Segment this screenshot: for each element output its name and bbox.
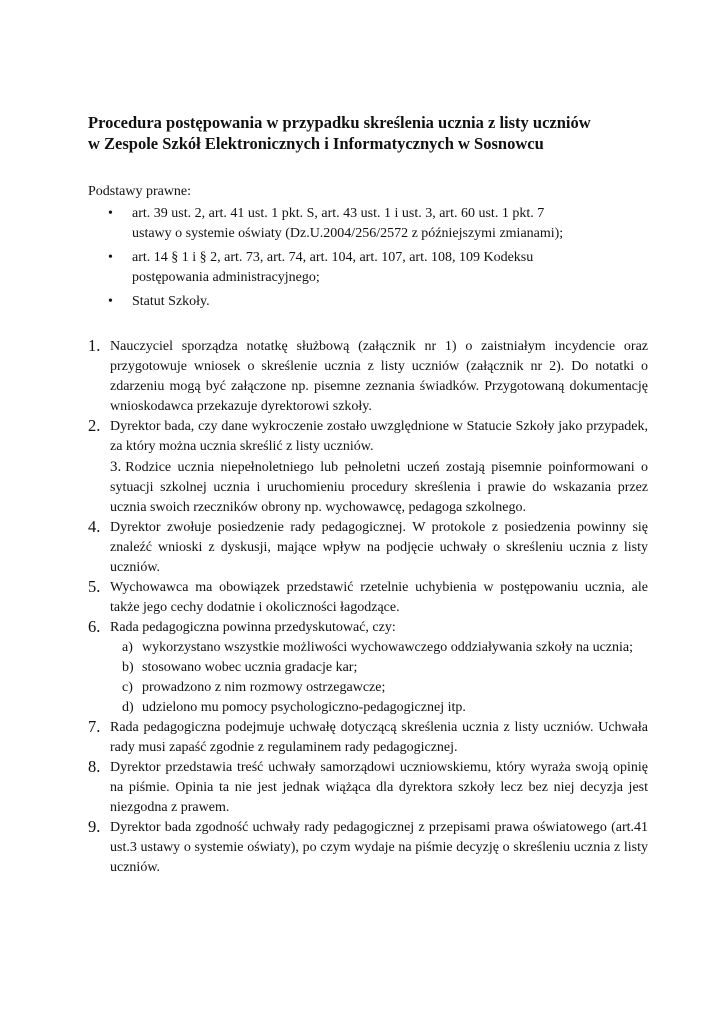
title-line-1: Procedura postępowania w przypadku skreślenia ucznia z listy uczniów <box>88 113 591 132</box>
bullet-icon: • <box>108 250 113 265</box>
step-number: 4. <box>88 517 101 536</box>
legal-basis-item <box>104 204 574 244</box>
bullet-icon: • <box>108 294 113 309</box>
sublist-item <box>122 658 648 678</box>
step-text: Rodzice ucznia niepełnoletniego lub pełnoletni uczeń zostają pisemnie poinformowani o sytuacji szkolnej ucznia i uruchomieniu procedury skreślenia i prawie do wskazania przez ucznia swoich rzeczników obrony np. wychowawcę, pedagoga szkolnego. <box>110 460 648 515</box>
procedure-step <box>88 578 648 618</box>
legal-basis-heading: Podstawy prawne: <box>88 184 192 199</box>
step-text: Dyrektor bada, czy dane wykroczenie zostało uwzględnione w Statucie Szkoły jako przypadek, za który można ucznia skreślić z listy uczniów. <box>110 419 648 454</box>
sublist-text: prowadzono z nim rozmowy ostrzegawcze; <box>142 680 386 695</box>
sublist-item <box>122 678 648 698</box>
step-number: 9. <box>88 817 101 836</box>
procedure-step <box>88 337 648 417</box>
legal-basis-item <box>104 292 574 312</box>
step-text: Rada pedagogiczna powinna przedyskutować, czy: <box>110 620 396 635</box>
step-number: 8. <box>88 757 101 776</box>
procedure-step <box>88 457 648 518</box>
step-number: 7. <box>88 717 101 736</box>
step-text: Wychowawca ma obowiązek przedstawić rzetelnie uchybienia w postępowaniu ucznia, ale także jego cechy dodatnie i okoliczności łagodzące. <box>110 580 648 615</box>
step-text: Nauczyciel sporządza notatkę służbową (załącznik nr 1) o zaistniałym incydencie oraz przygotowuje wniosek o skreślenie ucznia z listy uczniów (załącznik nr 2). Do notatki o zdarzeniu mogą być załączone np. pisemne zeznania świadków. Przygotowaną dokumentację wnioskodawca przekazuje dyrektorowi szkoły. <box>110 339 648 414</box>
legal-basis-item <box>104 248 574 288</box>
legal-basis-text: art. 39 ust. 2, art. 41 ust. 1 pkt. S, art. 43 ust. 1 i ust. 3, art. 60 ust. 1 pkt. 7 ustawy o systemie oświaty (Dz.U.2004/256/2572 z późniejszymi zmianami); <box>132 206 564 241</box>
step-sublist <box>110 638 648 718</box>
procedure-step <box>88 618 648 718</box>
step-number: 6. <box>88 617 101 636</box>
legal-basis-text: Statut Szkoły. <box>132 294 210 309</box>
procedure-step <box>88 518 648 578</box>
legal-basis-list <box>104 204 574 316</box>
sublist-label: d) <box>122 700 134 715</box>
step-number: 2. <box>88 416 101 435</box>
procedure-step <box>88 758 648 818</box>
document-title <box>88 112 648 154</box>
procedure-steps <box>88 337 648 878</box>
sublist-label: c) <box>122 680 133 695</box>
procedure-step <box>88 718 648 758</box>
legal-basis-text: art. 14 § 1 i § 2, art. 73, art. 74, art. 104, art. 107, art. 108, 109 Kodeksu postępowania administracyjnego; <box>132 250 534 285</box>
procedure-step <box>88 818 648 878</box>
procedure-step <box>88 417 648 457</box>
sublist-text: udzielono mu pomocy psychologiczno-pedagogicznej itp. <box>142 700 466 715</box>
sublist-item <box>122 638 648 658</box>
step-text: Rada pedagogiczna podejmuje uchwałę dotyczącą skreślenia ucznia z listy uczniów. Uchwała rady musi zapaść zgodnie z regulaminem rady pedagogicznej. <box>110 720 648 755</box>
step-text: Dyrektor przedstawia treść uchwały samorządowi uczniowskiemu, który wyraża swoją opinię na piśmie. Opinia ta nie jest jednak wiążąca dla dyrektora szkoły lecz bez niej decyzja jest niezgodna z prawem. <box>110 760 648 815</box>
step-text-wrapper <box>110 457 648 518</box>
sublist-item <box>122 698 648 718</box>
sublist-text: wykorzystano wszystkie możliwości wychowawczego oddziaływania szkoły na ucznia; <box>142 640 634 655</box>
step-number: 3. <box>110 459 122 475</box>
bullet-icon: • <box>108 206 113 221</box>
sublist-label: b) <box>122 660 134 675</box>
step-text: Dyrektor zwołuje posiedzenie rady pedagogicznej. W protokole z posiedzenia powinny się znaleźć wnioski z dyskusji, mające wpływ na podjęcie uchwały o skreśleniu ucznia z listy uczniów. <box>110 520 648 575</box>
step-number: 5. <box>88 577 101 596</box>
sublist-label: a) <box>122 640 133 655</box>
step-number: 1. <box>88 336 101 355</box>
sublist-text: stosowano wobec ucznia gradacje kar; <box>142 660 358 675</box>
title-line-2: w Zespole Szkół Elektronicznych i Informatycznych w Sosnowcu <box>88 134 544 153</box>
step-text: Dyrektor bada zgodność uchwały rady pedagogicznej z przepisami prawa oświatowego (art.41 ust.3 ustawy o systemie oświaty), po czym wydaje na piśmie decyzję o skreśleniu ucznia z listy uczniów. <box>110 820 648 875</box>
